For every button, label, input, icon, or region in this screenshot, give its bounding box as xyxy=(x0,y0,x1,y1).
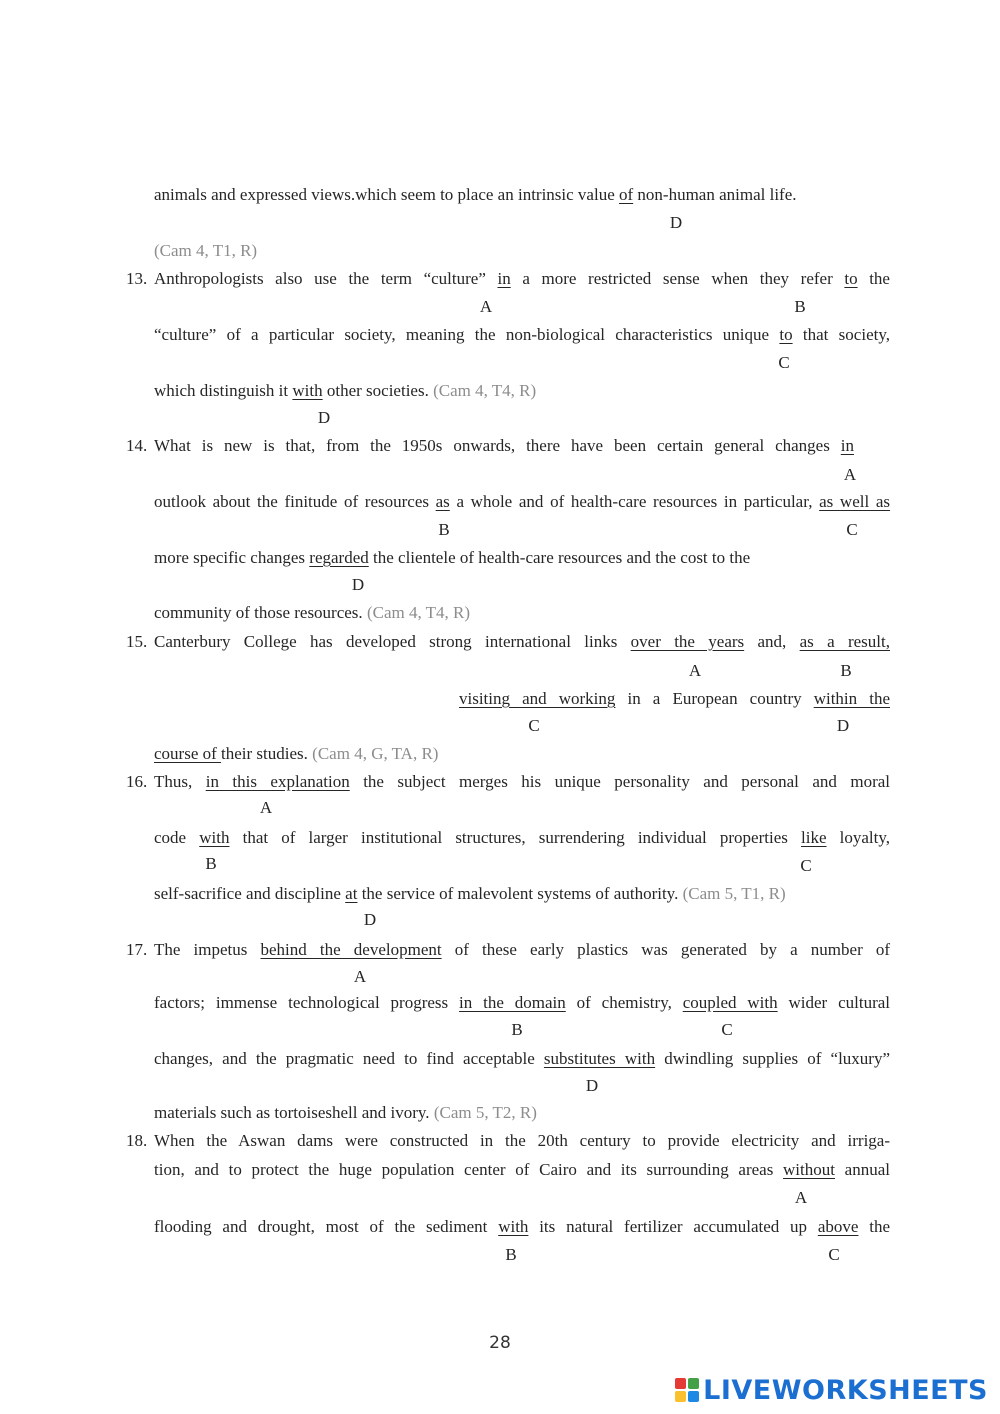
question-17-line-2: factors; immense technological progress in the domain of chemistry, coupled with wider cultural xyxy=(154,993,891,1012)
question-15-line-1: Canterbury College has developed strong international links over the years and, as a result, xyxy=(154,632,890,651)
option-letter-d: D xyxy=(669,213,683,232)
logo-square xyxy=(688,1391,699,1402)
question-14-line-4: community of those resources. (Cam 4, T4, R) xyxy=(154,603,471,622)
option-letter-a: A xyxy=(259,798,273,817)
question-13-line-1: Anthropologists also use the term “culture” in a more restricted sense when they refer to the xyxy=(154,269,890,288)
question-13-line-3: which distinguish it with other societies. (Cam 4, T4, R) xyxy=(154,381,537,400)
option-letter-d: D xyxy=(317,408,331,427)
page-number: 28 xyxy=(489,1333,511,1353)
question-17-line-3: changes, and the pragmatic need to find acceptable substitutes with dwindling supplies of “luxury” xyxy=(154,1049,891,1068)
source-citation: (Cam 4, T4, R) xyxy=(366,603,471,622)
question-15-line-3: course of their studies. (Cam 4, G, TA, R) xyxy=(154,744,439,763)
question-13-line-2: “culture” of a particular society, meaning the non-biological characteristics unique to that society, xyxy=(154,325,890,344)
option-letter-a: A xyxy=(843,465,857,484)
option-letter-b: B xyxy=(438,520,450,539)
question-number: 13. xyxy=(126,269,148,288)
option-letter-b: B xyxy=(511,1020,523,1039)
option-letter-c: C xyxy=(846,520,858,539)
option-letter-b: B xyxy=(505,1245,517,1264)
question-18-line-3: flooding and drought, most of the sediment with its natural fertilizer accumulated up above the xyxy=(154,1217,890,1236)
question-number: 15. xyxy=(126,632,148,651)
question-14-line-1: What is new is that, from the 1950s onwards, there have been certain general changes in xyxy=(154,436,854,455)
question-14-line-2: outlook about the finitude of resources as a whole and of health-care resources in particular, as well as xyxy=(154,492,891,511)
source-citation: (Cam 5, T2, R) xyxy=(433,1103,537,1122)
option-letter-a: A xyxy=(479,297,493,316)
option-letter-a: A xyxy=(353,967,367,986)
source-citation: (Cam 5, T1, R) xyxy=(682,884,786,903)
liveworksheets-logo[interactable] xyxy=(675,1374,988,1406)
question-16-line-3: self-sacrifice and discipline at the service of malevolent systems of authority. (Cam 5, T1, R) xyxy=(154,884,786,903)
option-letter-c: C xyxy=(828,1245,840,1264)
option-letter-c: C xyxy=(721,1020,733,1039)
source-citation: (Cam 4, T1, R) xyxy=(154,241,258,260)
option-letter-c: C xyxy=(528,716,540,735)
logo-square xyxy=(675,1391,686,1402)
option-letter-a: A xyxy=(688,661,702,680)
source-citation: (Cam 4, G, TA, R) xyxy=(312,744,439,763)
question-number: 14. xyxy=(126,436,148,455)
question-16-line-2: code with that of larger institutional structures, surrendering individual properties like loyalty, xyxy=(154,828,891,847)
question-16-line-1: Thus, in this explanation the subject merges his unique personality and personal and moral xyxy=(154,772,891,791)
question-17-line-1: The impetus behind the development of these early plastics was generated by a number of xyxy=(154,940,891,959)
option-letter-b: B xyxy=(840,661,852,680)
option-letter-c: C xyxy=(778,353,790,372)
option-letter-d: D xyxy=(585,1076,599,1095)
option-letter-d: D xyxy=(836,716,850,735)
question-number: 16. xyxy=(126,772,148,791)
question-18-line-1: When the Aswan dams were constructed in the 20th century to provide electricity and irriga- xyxy=(154,1131,890,1150)
question-15-line-2: visiting and working in a European country within the xyxy=(459,689,891,708)
question-number: 18. xyxy=(126,1131,148,1150)
question-14-line-3: more specific changes regarded the clientele of health-care resources and the cost to the xyxy=(154,548,751,567)
option-letter-c: C xyxy=(800,856,812,875)
option-letter-d: D xyxy=(351,575,365,594)
logo-square xyxy=(675,1378,686,1389)
logo-square xyxy=(688,1378,699,1389)
logo-grid-icon xyxy=(675,1378,699,1402)
option-letter-d: D xyxy=(363,910,377,929)
option-letter-b: B xyxy=(205,854,217,873)
question-number: 17. xyxy=(126,940,148,959)
option-letter-b: B xyxy=(794,297,806,316)
brand-name: LIVEWORKSHEETS xyxy=(703,1374,988,1406)
continuation-line: animals and expressed views.which seem to place an intrinsic value of non-human animal life. xyxy=(154,185,797,204)
question-18-line-2: tion, and to protect the huge population center of Cairo and its surrounding areas without annual xyxy=(154,1160,890,1179)
source-citation: (Cam 4, T4, R) xyxy=(433,381,537,400)
question-17-line-4: materials such as tortoiseshell and ivory. (Cam 5, T2, R) xyxy=(154,1103,537,1122)
option-letter-a: A xyxy=(794,1188,808,1207)
